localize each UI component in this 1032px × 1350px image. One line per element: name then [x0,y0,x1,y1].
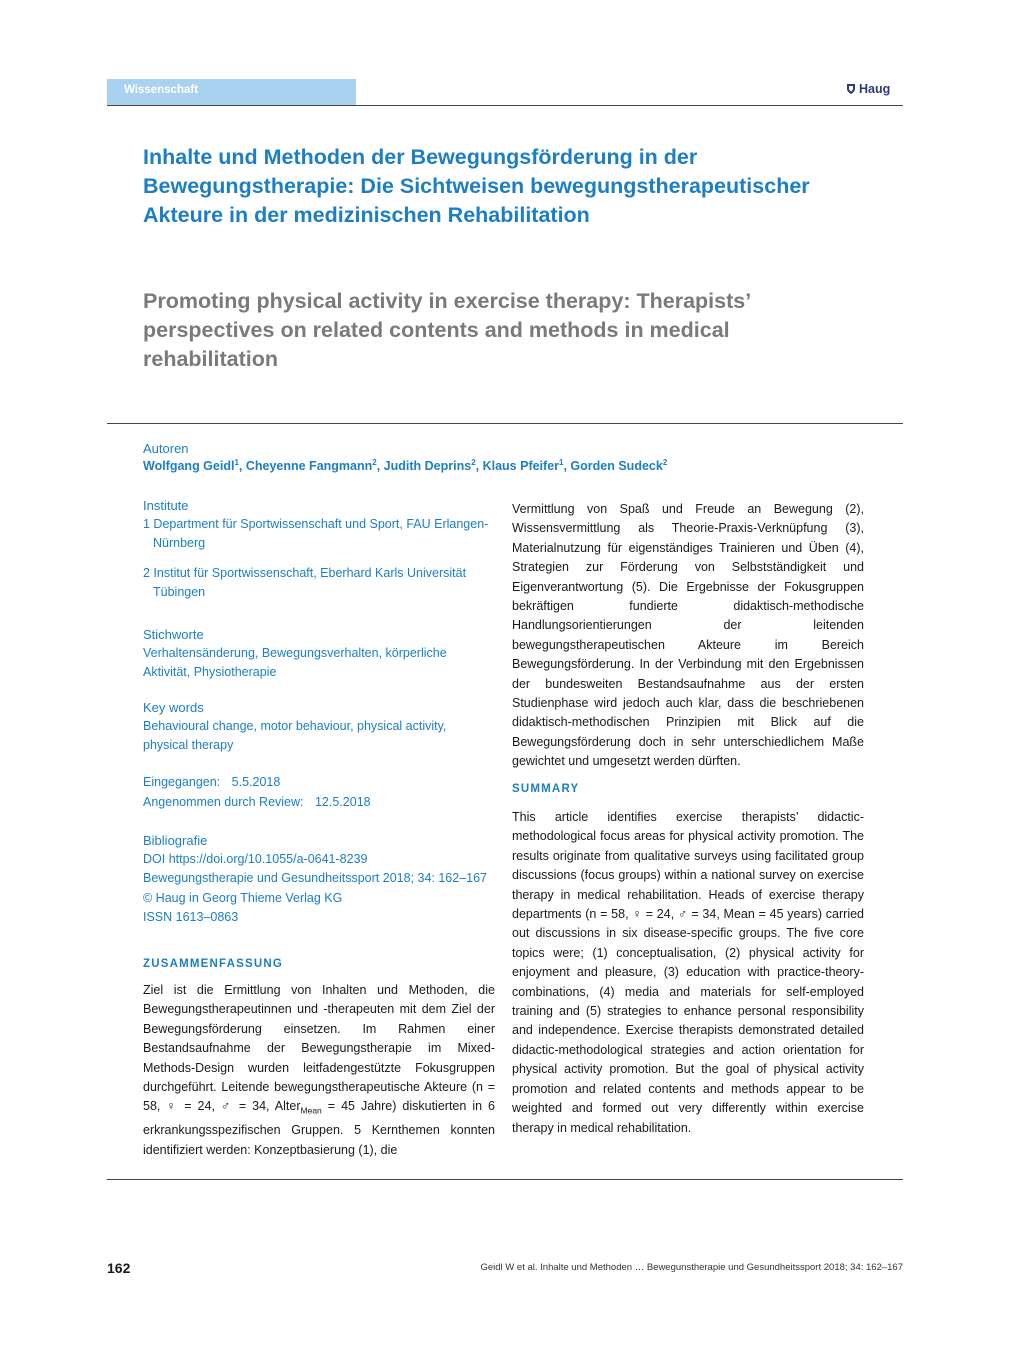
author-separator: , [475,459,483,474]
author-name: Wolfgang Geidl [143,459,235,474]
accepted-date: 12.5.2018 [314,794,371,809]
author-separator: , [238,459,246,474]
author-separator: , [376,459,384,474]
author-name: Cheyenne Fangmann [245,459,373,474]
author-affiliation: 2 [372,458,377,467]
summary-text: This article identifies exercise therapists’ didactic-methodological focus areas for physical activity promotion. The results originate from qualitative surveys using facilitated group discussions (focus groups) within a national survey on exercise therapy in medical rehabilitation. Heads of exercise therapy departments (n = 58, ♀ = 24, ♂ = 34, Mean = 45 years) carried out discussions in six disease-specific groups. The five core topics were; (1) conceptualisation, (2) physical activity for enjoyment and pleasure, (3) education with practice-theory-combinations, (4) media and materials for self-employed training and (5) strategies to enhance personal responsibility and independence. Exercise therapists demonstrated detailed didactic-methodological strategies and action orientation for physical activity promotion. But the goal of physical activity promotion and related contents and methods appear to be weighted and formed out very differently within exercise therapy in medical rehabilitation. [512,810,864,1135]
issn: ISSN 1613–0863 [143,909,239,924]
author-4 [483,459,571,473]
institutes-label: Institute [143,498,189,513]
author-1 [143,459,246,473]
doi-label: DOI [143,851,166,866]
summary-heading: SUMMARY [512,783,580,795]
author-name: Gorden Sudeck [570,459,663,474]
zusammenfassung-heading: ZUSAMMENFASSUNG [143,958,284,970]
bibliography-label: Bibliografie [143,832,208,848]
received-date: 5.5.2018 [231,775,281,790]
author-3 [384,459,483,473]
bottom-divider [107,1179,903,1180]
author-5 [570,459,667,473]
author-affiliation: 2 [662,458,668,467]
stichworte-label: Stichworte [143,627,204,643]
author-name: Klaus Pfeifer [482,459,560,474]
author-affiliation: 1 [234,458,239,467]
zusammenfassung-part-1: Ziel ist die Ermittlung von Inhalten und Methoden, die Bewegungstherapeutinnen und -therapeuten mit dem Ziel der Bewegungsförderung einsetzen. Im Rahmen einer Bestandsaufnahme der Bewegungstherapie im Mixed-Methods-Design wurden leitfadengestützte Fokusgruppen durchgeführt. Leitende bewegungstherapeutische Akteure (n = 58, ♀ = 24, ♂ = 34, Alter [143,983,495,1114]
title-divider [107,423,903,424]
zusammenfassung-continued: Vermittlung von Spaß und Freude an Bewegung (2), Wissensvermittlung als Theorie-Praxis-Verknüpfung (3), Materialnutzung für eigenständiges Trainieren und Üben (4), Strategien zur Förderung von Selbstständigkeit und Eigenverantwortung (5). Die Ergebnisse der Fokusgruppen bekräftigen fundierte didaktisch-methodische Handlungsorientierungen der leitenden bewegungstherapeutischen Akteure im Bereich Bewegungsförderung. In der Verbindung mit den Ergebnissen der bundesweiten Bestandsaufnahme aus der ersten Studienphase wird jedoch auch klar, dass die beschriebenen didaktisch-methodischen Prinzipien mit Blick auf die Bewegungsförderung doch in sehr unterschiedlichem Maße gewichtet und umgesetzt werden dürften. [512,502,864,769]
institute-1: 1 Department für Sportwissenschaft und Sport, FAU Erlangen-Nürnberg [143,517,489,551]
authors-list [143,458,667,473]
received-row [143,773,493,792]
copyright: © Haug in Georg Thieme Verlag KG [143,890,343,905]
section-band [107,79,356,105]
zusammenfassung-subscript: Mean [300,1105,322,1116]
left-column [143,496,493,927]
author-name: Judith Deprins [383,459,472,474]
accepted-label: Angenommen durch Review: [143,794,304,809]
title-english: Promoting physical activity in exercise therapy: Therapists’ perspectives on related contents and methods in medical rehabilitation [143,289,750,371]
author-separator: , [563,459,571,474]
title-german: Inhalte und Methoden der Bewegungsförderung in der Bewegungstherapie: Die Sichtweisen bewegungstherapeutischer Akteure in der medizinischen Rehabilitation [143,145,810,227]
shield-icon [846,83,856,95]
authors-label: Autoren [143,441,189,456]
zusammenfassung-part-2: = 45 Jahre) diskutierten in 6 erkrankungsspezifischen Gruppen. 5 Kernthemen konnten identifiziert werden: Konzeptbasierung (1), die [143,1099,495,1157]
keywords-text: Behavioural change, motor behaviour, physical activity, physical therapy [143,718,447,753]
stichworte-text: Verhaltensänderung, Bewegungsverhalten, körperliche Aktivität, Physiotherapie [143,646,447,680]
publisher-logo [846,82,890,96]
institute-2: 2 Institut für Sportwissenschaft, Eberhard Karls Universität Tübingen [143,565,467,599]
doi-row [143,850,493,869]
author-2 [246,459,384,473]
publisher-name: Haug [859,82,891,96]
accepted-row [143,793,493,812]
doi-link[interactable]: https://doi.org/10.1055/a-0641-8239 [168,851,368,866]
author-affiliation: 2 [471,458,476,467]
zusammenfassung-text [143,981,495,1160]
author-affiliation: 1 [559,458,564,467]
header-divider [107,105,903,106]
section-label: Wissenschaft [124,84,199,96]
footer-citation: Geidl W et al. Inhalte und Methoden … Bewegunstherapie und Gesundheitssport 2018; 34: 162–167 [480,1262,903,1273]
journal-citation: Bewegungstherapie und Gesundheitssport 2018; 34: 162–167 [143,871,488,886]
page-number: 162 [107,1260,131,1276]
keywords-label: Key words [143,699,204,715]
received-label: Eingegangen: [143,775,221,790]
